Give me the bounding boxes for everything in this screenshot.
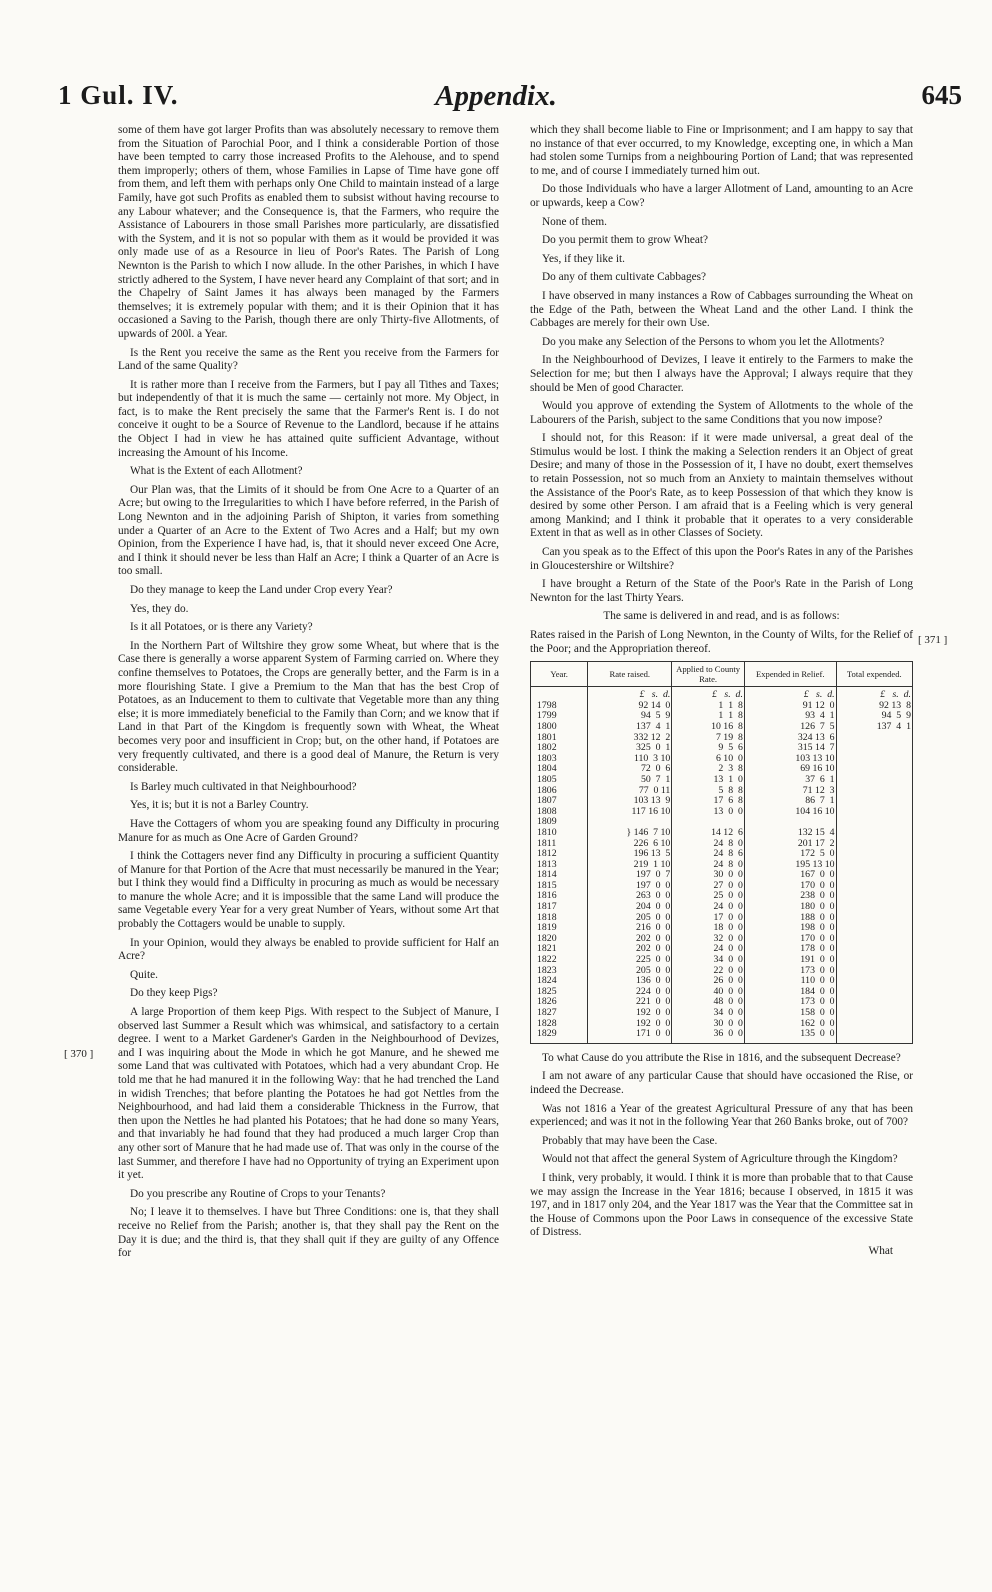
amount-cell: 225 0 0 [588,955,672,966]
amount-cell: 1 1 8 [672,711,745,722]
paragraph: Can you speak as to the Effect of this upon the Poor's Rates in any of the Parishes in Gloucestershire or Wiltshire? [530,546,913,572]
amount-cell: 93 4 1 [744,711,836,722]
paragraph: No; I leave it to themselves. I have but Three Conditions: one is, that they shall receive no Relief from the Parish; another is, that they shall pay the Rent on the Day it is due; and the third is, that they shall quit if they are guilty of any Offence for [118,1206,499,1260]
amount-cell: 34 0 0 [672,955,745,966]
paragraph: Do you make any Selection of the Persons to whom you let the Allotments? [542,335,885,348]
amount-cell: 219 1 10 [588,860,672,871]
paragraph: I think the Cottagers never find any Difficulty in procuring a sufficient Quantity of Manure for that Portion of the Acre that must necessarily be manured in the Year; but I think they would find a Difficulty in procuring as much as would be necessary to manure the whole Acre; and it is impossible that the same Land will produce the same Vegetable every Year for a very great Number of Years, without some Art that probably the Cottagers would be unable to supply. [118,850,499,931]
paragraph: Yes, if they like it. [542,252,625,265]
year-cell: 1819 [531,923,588,934]
amount-cell: 26 0 0 [672,976,745,987]
year-cell: 1809 [531,817,588,828]
paragraph: Yes, they do. [130,602,189,615]
amount-cell: 50 7 1 [588,775,672,786]
amount-cell: 195 13 10 [744,860,836,871]
paragraph: In the Northern Part of Wiltshire they grow some Wheat, but where that is the Case there is generally a worse apparent System of Farming carried on. Where they confine themselves to Potatoes, the Crops are generally better, and the Farm is in a more flourishing State. I give a Premium to the Man that has the best Crop of Potatoes, as an Inducement to them to cultivate that Vegetable more than any thing else; it is more immediately beneficial to the Family than Corn; and we know that if Land in that Part of the Kingdom is frequently sown with Wheat, the Wheat becomes very poor and insufficient in Crop; but, on the other hand, if Potatoes are very frequently cultivated, and there is a good deal of Manure, the Return is very considerable. [118,639,499,775]
amount-cell: 197 0 7 [588,870,672,881]
col-header-rate-raised: Rate raised. [588,662,672,687]
paragraph: Was not 1816 a Year of the greatest Agricultural Pressure of any that has been experienced; and was it not in the following Year that 260 Banks broke, out of 700? [530,1102,913,1129]
amount-cell: 167 0 0 [744,870,836,881]
amount-cell [836,923,912,934]
amount-cell: 205 0 0 [588,913,672,924]
amount-cell: 72 0 6 [588,764,672,775]
amount-cell: 173 0 0 [744,966,836,977]
year-cell: 1829 [531,1029,588,1043]
amount-cell: 17 6 8 [672,796,745,807]
amount-cell: 5 8 8 [672,786,745,797]
amount-cell: 24 0 0 [672,902,745,913]
amount-cell: 86 7 1 [744,796,836,807]
amount-cell [836,966,912,977]
right-column [530,124,913,1259]
catchword: What [868,1244,893,1257]
amount-cell: 173 0 0 [744,997,836,1008]
amount-cell: 137 4 1 [836,722,912,733]
amount-cell: 191 0 0 [744,955,836,966]
amount-cell [836,1029,912,1043]
amount-cell [836,796,912,807]
amount-cell [836,754,912,765]
amount-cell: 103 13 10 [744,754,836,765]
year-cell: 1823 [531,966,588,977]
amount-cell [836,881,912,892]
paragraph: I have brought a Return of the State of the Poor's Rate in the Parish of Long Newnton for the last Thirty Years. [530,578,913,604]
unit-cell: £ s. d. [588,687,672,701]
year-cell: 1803 [531,754,588,765]
col-header-relief: Expended in Relief. [744,662,836,687]
amount-cell: 201 17 2 [744,839,836,850]
amount-cell: 48 0 0 [672,997,745,1008]
amount-cell: 202 0 0 [588,934,672,945]
year-cell: 1817 [531,902,588,913]
paragraph: Do you prescribe any Routine of Crops to your Tenants? [130,1187,386,1200]
paragraph: Do any of them cultivate Cabbages? [542,271,707,284]
amount-cell: 77 0 11 [588,786,672,797]
paragraph: Our Plan was, that the Limits of it should be from One Acre to a Quarter of an Acre; but owing to the Irregularities to which I have before referred, in the Parish of Long Newnton and in the adjoining Parish of Shipton, it varies from something under a Quarter of an Acre to the Extent of Two Acres and a Half; but my own Opinion, from the Experience I have had, is, that it should never exceed One Acre, and I think it should never be less than Half an Acre; I think a Quarter of an Acre is too small. [118,483,499,578]
year-cell: 1825 [531,987,588,998]
amount-cell: 135 0 0 [744,1029,836,1043]
amount-cell: 94 5 9 [588,711,672,722]
rates-table-body [531,687,913,1044]
amount-cell: 221 0 0 [588,997,672,1008]
paragraph: I have observed in many instances a Row of Cabbages surrounding the Wheat on the Edge of the Path, between the Wheat Land and the other Land. I think the Cabbages are merely for their own Use. [530,289,913,330]
unit-cell: £ s. d. [744,687,836,701]
amount-cell: 1 1 8 [672,701,745,712]
amount-cell [836,839,912,850]
paragraph: some of them have got larger Profits than was absolutely necessary to remove them from the Situation of Parochial Poor, and I think a considerable Portion of those have been tempted to carry those increased Profits to the Alehouse, and to spend them improperly; others of them, whose Families in Lapse of Time have gone off from them, and left them with perhaps only One Child to maintain instead of a large Family, have got such Profits as enabled them to subsist without having recourse to any Labour whatever; and the Consequence is, that the Farmers, who require the Assistance of Labourers in those small Parishes more particularly, are dissatisfied with the System, and it is not so popular with them as it would be provided it was only made use of as a Resource in lieu of Poor's Rates. The Parish of Long Newnton is the Parish to which I now allude. In the other Parishes, in which I have strictly adhered to the System, I have never heard any Complaint of that sort; and in the Chapelry of Saint James it has always been managed by the Farmers themselves; it is extremely popular with them; and it is their Opinion that it has occasioned a Saving to the Parish, though there are only Thirty-five Allotments, of upwards of 200l. a Year. [118,124,499,340]
col-header-total: Total expended. [836,662,912,687]
paragraph: Is the Rent you receive the same as the Rent you receive from the Farmers for Land of the same Quality? [118,346,499,373]
amount-cell: 204 0 0 [588,902,672,913]
amount-cell: 162 0 0 [744,1019,836,1030]
amount-cell [836,860,912,871]
paragraph: Do they manage to keep the Land under Crop every Year? [130,584,393,596]
table-row [531,1029,913,1043]
margin-reference-left: [ 370 ] [64,1048,94,1060]
paragraph: Do they keep Pigs? [130,987,218,1000]
year-cell: 1826 [531,997,588,1008]
amount-cell: 24 8 6 [672,849,745,860]
amount-cell: 263 0 0 [588,891,672,902]
margin-reference-right: [ 371 ] [918,634,948,646]
amount-cell: 202 0 0 [588,944,672,955]
amount-cell: 110 0 0 [744,976,836,987]
amount-cell [836,733,912,744]
year-cell: 1804 [531,764,588,775]
year-cell: 1811 [531,839,588,850]
paragraph: Would you approve of extending the System of Allotments to the whole of the Labourers of the Parish, subject to the same Conditions that you now impose? [530,400,913,426]
right-column-text-bottom [530,1052,913,1240]
year-cell: 1807 [531,796,588,807]
table-row [531,775,913,786]
amount-cell [836,1019,912,1030]
amount-cell: 180 0 0 [744,902,836,913]
year-cell: 1828 [531,1019,588,1030]
amount-cell: 188 0 0 [744,913,836,924]
amount-cell: 14 12 6 [672,828,745,839]
table-row [531,1008,913,1019]
unit-cell: £ s. d. [836,687,912,701]
amount-cell: 10 16 8 [672,722,745,733]
amount-cell: 34 0 0 [672,1008,745,1019]
amount-cell: 37 6 1 [744,775,836,786]
amount-cell: 315 14 7 [744,743,836,754]
amount-cell: 238 0 0 [744,891,836,902]
amount-cell [836,987,912,998]
amount-cell [836,1008,912,1019]
amount-cell: 6 10 0 [672,754,745,765]
amount-cell: 18 0 0 [672,923,745,934]
amount-cell: 184 0 0 [744,987,836,998]
table-header-row [531,662,913,687]
amount-cell: 110 3 10 [588,754,672,765]
amount-cell: 171 0 0 [588,1029,672,1043]
amount-cell: 94 5 9 [836,711,912,722]
year-cell: 1822 [531,955,588,966]
amount-cell: 30 0 0 [672,870,745,881]
year-cell: 1816 [531,891,588,902]
units-row [531,687,913,701]
amount-cell: 158 0 0 [744,1008,836,1019]
paragraph: Do those Individuals who have a larger Allotment of Land, amounting to an Acre or upwards, keep a Cow? [530,183,913,209]
paragraph: It is rather more than I receive from the Farmers, but I pay all Tithes and Taxes; but independently of that it is much the same — certainly not more. My Object, in fact, is to make the Rent precisely the same that the Farmer's Rent is. I do not conceive it ought to be a Source of Revenue to the Landlord, because if he attains the Object I had in view he has attained quite sufficient Advantage, without increasing the Amount of his Income. [118,378,499,459]
year-cell: 1820 [531,934,588,945]
amount-cell [836,743,912,754]
year-cell: 1808 [531,807,588,818]
year-cell: 1815 [531,881,588,892]
col-header-county-rate: Applied to County Rate. [672,662,745,687]
amount-cell: 196 13 5 [588,849,672,860]
amount-cell [836,870,912,881]
amount-cell [836,913,912,924]
amount-cell: 30 0 0 [672,1019,745,1030]
page-header [0,80,992,120]
amount-cell: 71 12 3 [744,786,836,797]
amount-cell [836,828,912,839]
amount-cell [836,976,912,987]
amount-cell: } 146 7 10 [588,828,672,839]
paragraph: I should not, for this Reason: if it were made universal, a great deal of the Stimulus would be lost. I think the making a Selection renders it an Object of great Desire; and many of those in the Possession of it, I have no doubt, exert themselves to retain Possession, not so much from an Anxiety to maintain themselves without the Assistance of the Poor's Rate, as to keep Possession of that which they know is desired by some other Person. I am afraid that is a Feeling which is very general among Mankind; and I think it probable that it operates to a very considerable Extent in that as well as in other Classes of Society. [530,432,913,540]
amount-cell: 136 0 0 [588,976,672,987]
amount-cell: 332 12 2 [588,733,672,744]
amount-cell [836,817,912,828]
amount-cell: 103 13 9 [588,796,672,807]
paragraph: I think, very probably, it would. I think it is more than probable that to that Cause we may assign the Increase in the Year 1816; because I observed, in 1815 it was 197, and in 1817 only 204, and the Year 1817 was the Year that the Committee sat in the House of Commons upon the Poor Laws in consequence of the excessive State of Distress. [530,1171,913,1239]
amount-cell: 170 0 0 [744,881,836,892]
year-cell: 1812 [531,849,588,860]
year-cell: 1824 [531,976,588,987]
amount-cell: 205 0 0 [588,966,672,977]
paragraph: Quite. [130,968,158,981]
paragraph: Yes, it is; but it is not a Barley Country. [130,799,309,812]
paragraph: A large Proportion of them keep Pigs. With respect to the Subject of Manure, I observed last Summer a Result which was whimsical, and satisfactory to a certain degree. I went to a Market Gardener's Garden in the Neighbourhood of Devizes, and I was inquiring about the Mode in which he got Manure, and he shewed me some Land that was cultivated with Potatoes, which had a very abundant Crop. He told me that he had manured it in the following Way: that he had trenched the Land in widish Trenches; that before planting the Potatoes he had got Nettles from the Neighbourhood, and had laid them a considerable Thickness in the Furrow, that then upon the Nettles he had planted his Potatoes; that he had done so many Years, and that invariably he had found that they had produced a much larger Crop than any other sort of Manure that he had made use of. That was only in the course of the last Summer, and therefore I have had no Opportunity of trying an Experiment upon it yet. [118,1006,499,1182]
amount-cell [836,849,912,860]
table-row [531,807,913,818]
paragraph: In your Opinion, would they always be enabled to provide sufficient for Half an Acre? [118,936,499,963]
amount-cell [836,997,912,1008]
amount-cell: 69 16 10 [744,764,836,775]
paragraph: I am not aware of any particular Cause that should have occasioned the Rise, or indeed the Decrease. [530,1070,913,1096]
amount-cell: 36 0 0 [672,1029,745,1043]
amount-cell [836,955,912,966]
paragraph: Would not that affect the general System of Agriculture through the Kingdom? [542,1153,898,1166]
year-cell: 1800 [531,722,588,733]
paragraph: Is Barley much cultivated in that Neighbourhood? [130,780,357,793]
amount-cell: 226 6 10 [588,839,672,850]
amount-cell: 32 0 0 [672,934,745,945]
paragraph: which they shall become liable to Fine or Imprisonment; and I am happy to say that no instance of that ever occurred, to my Knowledge, excepting one, in which a Man had stolen some Turnips from a neighbouring Portion of Land; that was represented to me, and of course I immediately turned him out. [530,124,913,177]
amount-cell: 92 14 0 [588,701,672,712]
year-cell: 1802 [531,743,588,754]
amount-cell [836,807,912,818]
paragraph: Is it all Potatoes, or is there any Variety? [130,621,313,634]
amount-cell: 27 0 0 [672,881,745,892]
table-row [531,828,913,839]
amount-cell: 91 12 0 [744,701,836,712]
paragraph: None of them. [542,215,607,228]
table-row [531,722,913,733]
unit-cell [531,687,588,701]
amount-cell [836,775,912,786]
year-cell: 1810 [531,828,588,839]
amount-cell: 325 0 1 [588,743,672,754]
year-cell: 1805 [531,775,588,786]
amount-cell [836,944,912,955]
amount-cell [836,764,912,775]
regnal-year: 1 Gul. IV. [58,80,179,110]
amount-cell: 24 8 0 [672,839,745,850]
paragraph: Rates raised in the Parish of Long Newnton, in the County of Wilts, for the Relief of the Poor; and the Appropriation thereof. [530,629,913,655]
amount-cell: 24 8 0 [672,860,745,871]
year-cell: 1799 [531,711,588,722]
amount-cell: 132 15 4 [744,828,836,839]
year-cell: 1827 [531,1008,588,1019]
amount-cell: 25 0 0 [672,891,745,902]
amount-cell: 192 0 0 [588,1019,672,1030]
amount-cell: 126 7 5 [744,722,836,733]
amount-cell: 192 0 0 [588,1008,672,1019]
amount-cell: 216 0 0 [588,923,672,934]
amount-cell: 2 3 8 [672,764,745,775]
amount-cell: 9 5 6 [672,743,745,754]
year-cell: 1806 [531,786,588,797]
paragraph: Have the Cottagers of whom you are speaking found any Difficulty in procuring Manure for as much as One Acre of Garden Ground? [118,817,499,844]
amount-cell: 137 4 1 [588,722,672,733]
amount-cell [836,934,912,945]
col-header-year: Year. [531,662,588,687]
amount-cell: 178 0 0 [744,944,836,955]
amount-cell: 92 13 8 [836,701,912,712]
year-cell: 1801 [531,733,588,744]
amount-cell: 17 0 0 [672,913,745,924]
amount-cell: 7 19 8 [672,733,745,744]
amount-cell: 170 0 0 [744,934,836,945]
paragraph: In the Neighbourhood of Devizes, I leave it entirely to the Farmers to make the Selection for me; but then I always have the Approval; I always require that they should be Men of good Character. [530,354,913,394]
running-title: Appendix. [435,80,557,112]
amount-cell [836,902,912,913]
amount-cell: 104 16 10 [744,807,836,818]
amount-cell: 13 1 0 [672,775,745,786]
amount-cell: 40 0 0 [672,987,745,998]
year-cell: 1814 [531,870,588,881]
year-cell: 1798 [531,701,588,712]
amount-cell: 172 5 0 [744,849,836,860]
year-cell: 1821 [531,944,588,955]
amount-cell: 198 0 0 [744,923,836,934]
paragraph: The same is delivered in and read, and is as follows: [603,610,840,623]
amount-cell: 324 13 6 [744,733,836,744]
amount-cell: 117 16 10 [588,807,672,818]
rates-table [530,661,913,1044]
amount-cell [836,891,912,902]
amount-cell: 224 0 0 [588,987,672,998]
amount-cell [836,786,912,797]
unit-cell: £ s. d. [672,687,745,701]
paragraph: Do you permit them to grow Wheat? [542,234,709,247]
paragraph: Probably that may have been the Case. [542,1134,718,1147]
year-cell: 1813 [531,860,588,871]
paragraph: What is the Extent of each Allotment? [130,465,303,478]
page-number: 645 [921,80,962,110]
left-column [118,124,499,1266]
amount-cell: 24 0 0 [672,944,745,955]
paragraph: To what Cause do you attribute the Rise in 1816, and the subsequent Decrease? [542,1051,901,1064]
amount-cell: 22 0 0 [672,966,745,977]
amount-cell: 13 0 0 [672,807,745,818]
year-cell: 1818 [531,913,588,924]
amount-cell: 197 0 0 [588,881,672,892]
right-column-text-top [530,124,913,656]
